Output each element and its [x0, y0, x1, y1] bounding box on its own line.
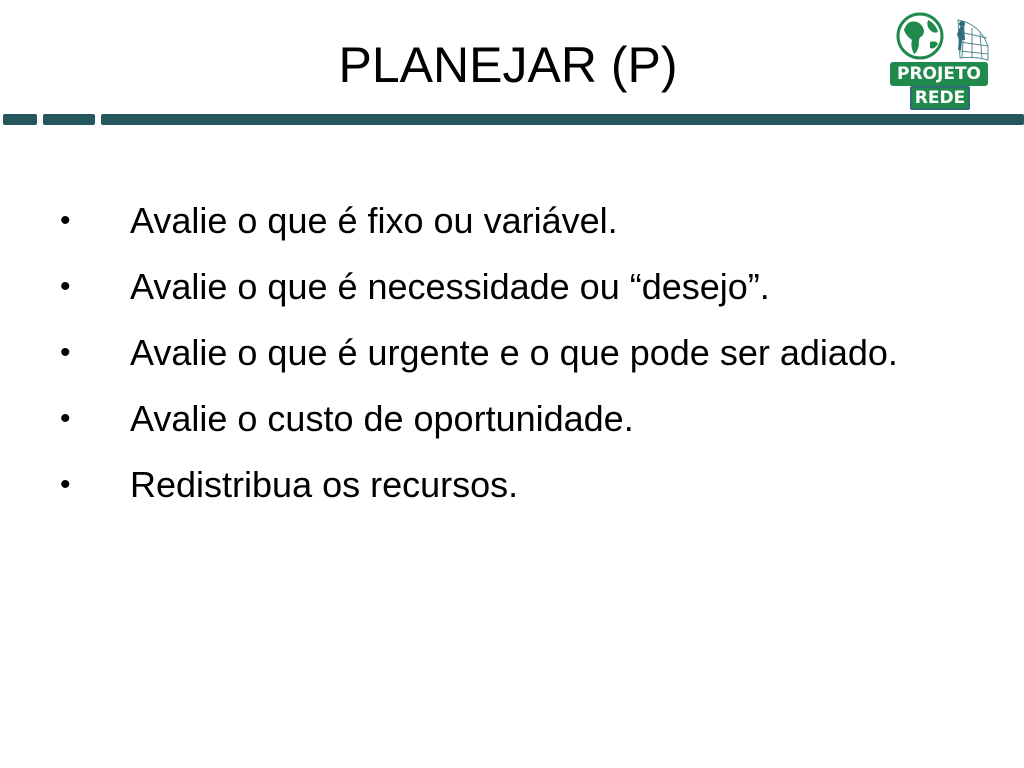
- bullet-text: Redistribua os recursos.: [130, 464, 519, 505]
- bullet-marker: •: [60, 468, 71, 501]
- bullet-marker: •: [60, 402, 71, 435]
- bullet-item: [0, 328, 962, 378]
- projeto-rede-logo: [888, 10, 992, 114]
- bullet-list: [0, 196, 1024, 526]
- divider-segment: [101, 114, 1024, 125]
- bullet-item: [0, 460, 962, 510]
- divider-segment: [3, 114, 37, 125]
- logo-text-rede: REDE: [914, 88, 966, 108]
- bullet-item: [0, 394, 962, 444]
- bullet-item: [0, 262, 962, 312]
- slide-title: PLANEJAR (P): [338, 37, 678, 93]
- bullet-marker: •: [60, 270, 71, 303]
- divider-segment: [43, 114, 95, 125]
- bullet-text: Avalie o que é necessidade ou “desejo”.: [130, 266, 770, 307]
- logo-text-projeto: PROJETO: [897, 64, 981, 84]
- bullet-marker: •: [60, 204, 71, 237]
- bullet-text: Avalie o custo de oportunidade.: [130, 398, 634, 439]
- bullet-text: Avalie o que é fixo ou variável.: [130, 200, 618, 241]
- bullet-item: [0, 196, 962, 246]
- bullet-marker: •: [60, 336, 71, 369]
- bullet-text: Avalie o que é urgente e o que pode ser adiado.: [130, 332, 898, 373]
- title-divider: [0, 114, 1024, 126]
